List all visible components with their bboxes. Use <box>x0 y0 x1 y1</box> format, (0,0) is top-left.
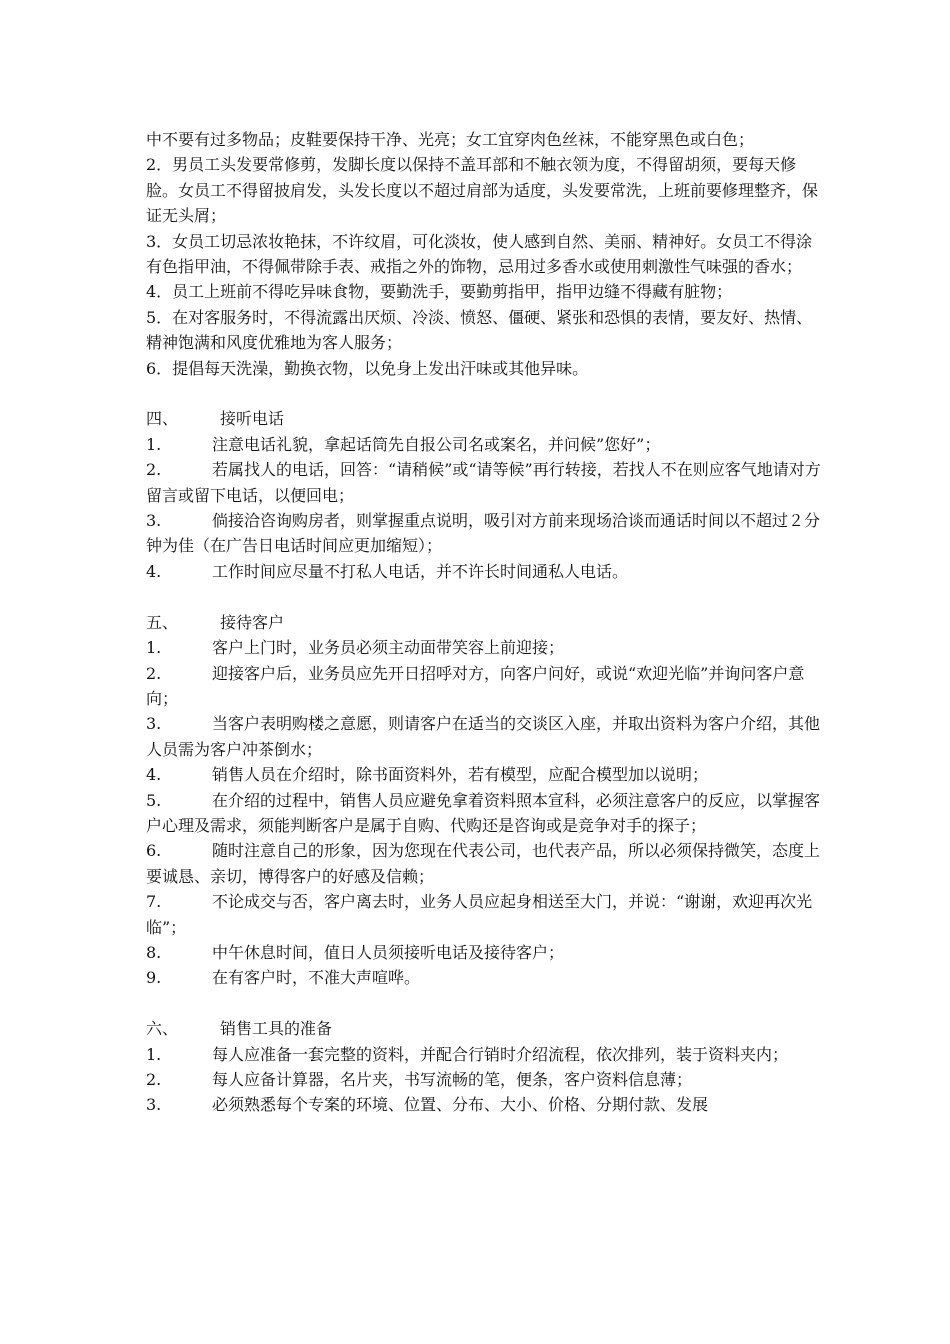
item-text: 每人应准备一套完整的资料，并配合行销时介绍流程，依次排列，装于资料夹内； <box>212 1044 789 1064</box>
list-item <box>146 838 826 889</box>
item-number: 9. <box>146 968 162 988</box>
item-number: 2. <box>146 1069 162 1089</box>
item-text: 不论成交与否，客户离去时，业务人员应起身相送至大门，并说：“谢谢，欢迎再次光临”； <box>146 892 813 937</box>
section-title: 销售工具的准备 <box>220 1019 333 1039</box>
section-heading <box>146 610 826 635</box>
item-number: 4. <box>146 561 162 581</box>
list-item <box>146 711 826 762</box>
item-text: 客户上门时，业务员必须主动面带笑容上前迎接； <box>212 638 565 658</box>
intro-paragraph: 2．男员工头发要常修剪，发脚长度以保持不盖耳部和不触衣领为度，不得留胡须，要每天修脸。女员工不得留披肩发，头发长度以不超过肩部为适度，头发要常洗，上班前要修理整齐，保证无头屑； <box>146 155 819 226</box>
list-item <box>146 788 826 839</box>
list-item <box>146 661 826 712</box>
section-number: 六、 <box>146 1019 179 1039</box>
item-number: 1. <box>146 434 162 454</box>
item-number: 6. <box>146 841 162 861</box>
item-text: 倘接洽咨询购房者，则掌握重点说明，吸引对方前来现场洽谈而通话时间以不超过２分钟为佳（在广告日电话时间应更加缩短）； <box>146 511 821 556</box>
item-text: 必须熟悉每个专案的环境、位置、分布、大小、价格、分期付款、发展 <box>212 1095 709 1115</box>
intro-paragraph: 6．提倡每天洗澡，勤换衣物，以免身上发出汗味或其他异味。 <box>146 358 589 378</box>
item-text: 在有客户时，不准大声喧哗。 <box>212 968 421 988</box>
item-text: 每人应备计算器，名片夹，书写流畅的笔，便条，客户资料信息薄； <box>212 1069 693 1089</box>
section-heading <box>146 1016 826 1041</box>
section-heading <box>146 406 826 431</box>
item-number: 2. <box>146 460 162 480</box>
list-item <box>146 635 826 660</box>
item-text: 当客户表明购楼之意愿，则请客户在适当的交谈区入座，并取出资料为客户介绍，其他人员需为客户冲茶倒水； <box>146 714 821 759</box>
item-text: 销售人员在介绍时，除书面资料外，若有模型，应配合模型加以说明； <box>212 765 709 785</box>
section-title: 接听电话 <box>220 409 285 429</box>
item-number: 1. <box>146 1044 162 1064</box>
list-item <box>146 1092 826 1117</box>
item-number: 4. <box>146 765 162 785</box>
list-item <box>146 762 826 787</box>
item-text: 中午休息时间，值日人员须接听电话及接待客户； <box>212 942 565 962</box>
list-item <box>146 940 826 965</box>
intro-paragraph: 4．员工上班前不得吃异味食物，要勤洗手，要勤剪指甲，指甲边缝不得藏有脏物； <box>146 282 733 302</box>
intro-paragraph: 3．女员工切忌浓妆艳抹，不许纹眉，可化淡妆，使人感到自然、美丽、精神好。女员工不得涂有色指甲油，不得佩带除手表、戒指之外的饰物，忌用过多香水或使用刺激性气味强的香水； <box>146 231 813 277</box>
item-text: 若属找人的电话，回答：“请稍候”或“请等候”再行转接，若找人不在则应客气地请对方留言或留下电话，以便回电； <box>146 460 821 505</box>
list-item <box>146 559 826 584</box>
item-text: 注意电话礼貌，拿起话筒先自报公司名或案名，并问候”您好”； <box>212 434 661 454</box>
item-number: 3. <box>146 1095 162 1115</box>
item-text: 随时注意自己的形象，因为您现在代表公司，也代表产品，所以必须保持微笑，态度上要诚恳、亲切，博得客户的好感及信赖； <box>146 841 821 886</box>
item-text: 在介绍的过程中，销售人员应避免拿着资料照本宣科，必须注意客户的反应，以掌握客户心理及需求，须能判断客户是属于自购、代购还是咨询或是竞争对手的探子； <box>146 790 821 835</box>
item-number: 5. <box>146 790 162 810</box>
item-number: 2. <box>146 663 162 683</box>
document-page <box>146 127 826 1118</box>
section-number: 五、 <box>146 612 179 632</box>
item-number: 7. <box>146 892 162 912</box>
item-text: 工作时间应尽量不打私人电话，并不许长时间通私人电话。 <box>212 561 629 581</box>
list-item <box>146 508 826 559</box>
item-number: 3. <box>146 714 162 734</box>
item-number: 8. <box>146 942 162 962</box>
list-item <box>146 1067 826 1092</box>
section-number: 四、 <box>146 409 179 429</box>
list-item <box>146 432 826 457</box>
list-item <box>146 457 826 508</box>
intro-paragraph: 5．在对客服务时，不得流露出厌烦、冷淡、愤怒、僵硬、紧张和恐惧的表情，要友好、热情、精神饱满和风度优雅地为客人服务； <box>146 307 813 353</box>
intro-paragraph: 中不要有过多物品；皮鞋要保持干净、光亮；女工宜穿肉色丝袜，不能穿黑色或白色； <box>146 130 755 149</box>
item-text: 迎接客户后，业务员应先开日招呼对方，向客户问好，或说“欢迎光临”并询问客户意向； <box>146 663 805 708</box>
list-item <box>146 889 826 940</box>
item-number: 3. <box>146 511 162 531</box>
list-item <box>146 965 826 990</box>
section-title: 接待客户 <box>220 612 285 632</box>
item-number: 1. <box>146 638 162 658</box>
list-item <box>146 1042 826 1067</box>
